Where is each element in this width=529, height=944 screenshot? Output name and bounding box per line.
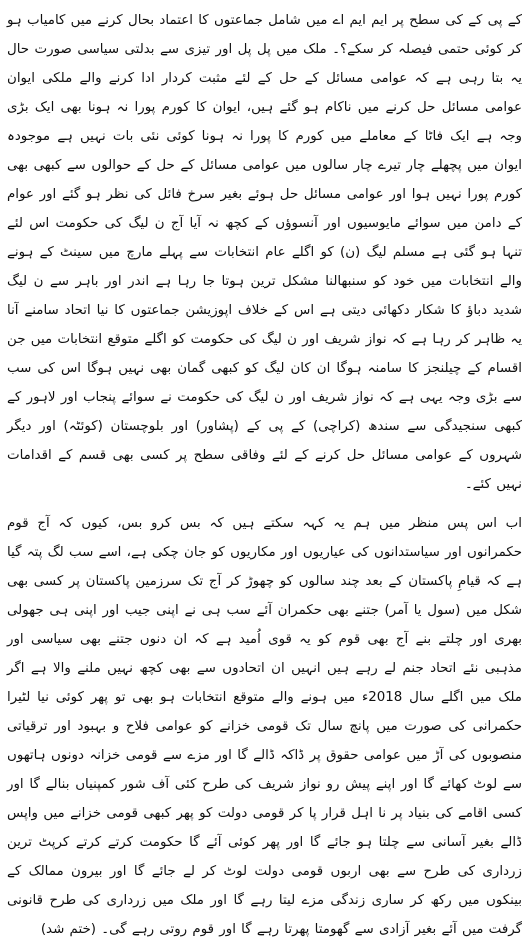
- article-paragraph-1: کے پی کے کی سطح پر ایم ایم اے میں شامل جماعتوں کا اعتماد بحال کرنے میں کامیاب ہو کر کوئی حتمی فیصلہ کر سکے؟۔ ملک میں پل پل اور تیزی سے بدلتی سیاسی صورت حال یہ بتا رہی ہے کہ عوامی مسائل کے حل کے لئے مثبت کردار ادا کرنے والے ملکی ایوان عوامی مسائل حل کرنے میں ناکام ہو گئے ہیں، ایوان کا کورم پورا نہ ہونا بھی ایک بڑی وجہ ہے ایک فاٹا کے معاملے میں کورم کا پورا نہ ہونا کوئی نئی بات نہیں ہے موجودہ ایوان میں پچھلے چار تیرے چار سالوں میں عوامی مسائل کے حل کے حوالوں سے کبھی بھی کورم پورا نہیں ہوا اور عوامی مسائل حل ہوئے بغیر سرخ فائل کی نظر ہو گئے اور عوام کے دامن میں سوائے مایوسیوں اور آنسوؤں کے کچھ نہ آیا آج ن لیگ کی حکومت اس لئے تنہا ہو گئی ہے مسلم لیگ (ن) کو اگلے عام انتخابات سے پہلے مارچ میں سینٹ کے ہونے والے انتخابات میں خود کو سنبھالنا مشکل ترین ہوتا جا رہا ہے اندر اور باہر سے ن لیگ شدید دباؤ کا شکار دکھائی دیتی ہے اس کے خلاف اپوزیشن جماعتوں کا نیا اتحاد سامنے آنا یہ ظاہر کر رہا ہے کہ نواز شریف اور ن لیگ کی حکومت کو اگلے متوقع انتخابات میں جن اقسام کے چیلنجز کا سامنہ ہوگا ان کان لیگ کو کبھی گمان بھی نہیں ہوگا اس کی سب سے بڑی وجہ یہی ہے کہ نواز شریف اور ن لیگ کی حکومت نے سوائے پنجاب اور لاہور کے کبھی سنجیدگی سے سندھ (کراچی) کے پی کے (پشاور) اور بلوچستان (کوئٹہ) اور دیگر شہروں کے عوامی مسائل حل کرنے کے لئے وفاقی سطح پر کسی بھی قسم کے اقدامات نہیں کئے۔: [7, 13, 522, 492]
- article-paragraph-2: اب اس پس منظر میں ہم یہ کہہ سکتے ہیں کہ بس کرو بس، کیوں کہ آج قوم حکمرانوں اور سیاستدانوں کی عیاریوں اور مکاریوں کو جان چکی ہے، اسے سب لگ پتہ گیا ہے کہ قیامِ پاکستان کے بعد چند سالوں کو چھوڑ کر آج تک سرزمین پاکستان پر کسی بھی شکل میں (سول یا آمر) جتنے بھی حکمران آئے سب ہی نے اپنی جیب اور اپنی ہی جھولی بھری اور چلتے بنے آج بھی قوم کو یہ قوی اُمید ہے کہ ان دنوں جتنے بھی سیاسی اور مذہبی نئے اتحاد جنم لے رہے ہیں انہیں ان اتحادوں سے بھی کچھ نہیں ملنے والا ہے اگر ملک میں اگلے سال 2018ء میں ہونے والے متوقع انتخابات ہو بھی تو پھر کوئی نیا لٹیرا حکمرانی کی صورت میں پانچ سال تک قومی خزانے کو عوامی فلاح و بہبود اور ترقیاتی منصوبوں کی آڑ میں عوامی حقوق پر ڈاکہ ڈالے گا اور مزے سے قومی خزانہ دونوں ہاتھوں سے لوٹ کھائے گا اور اپنے پیش رو نواز شریف کی طرح کئی آف شور کمپنیاں بنالے گا اور کسی اقامے کی بنیاد پر نا اہل قرار پا کر قومی دولت کو پھر کبھی قومی خزانے میں واپس ڈالے بغیر آسانی سے چلتا ہو جائے گا اور پھر کوئی آئے گا حکومت کرتے کرتے کرپٹ ترین زرداری کی طرح سے بھی اربوں قومی دولت لوٹ کر لے جائے گا اور بیرون ممالک کے بینکوں میں رکھ کر ساری زندگی مزے لیتا رہے گا اور ملک میں زرداری کی طرح قانونی گرفت میں آئے بغیر آزادی سے گھومتا پھرتا رہے گا اور قوم روتی رہے گی۔ (ختم شد): [7, 516, 522, 937]
